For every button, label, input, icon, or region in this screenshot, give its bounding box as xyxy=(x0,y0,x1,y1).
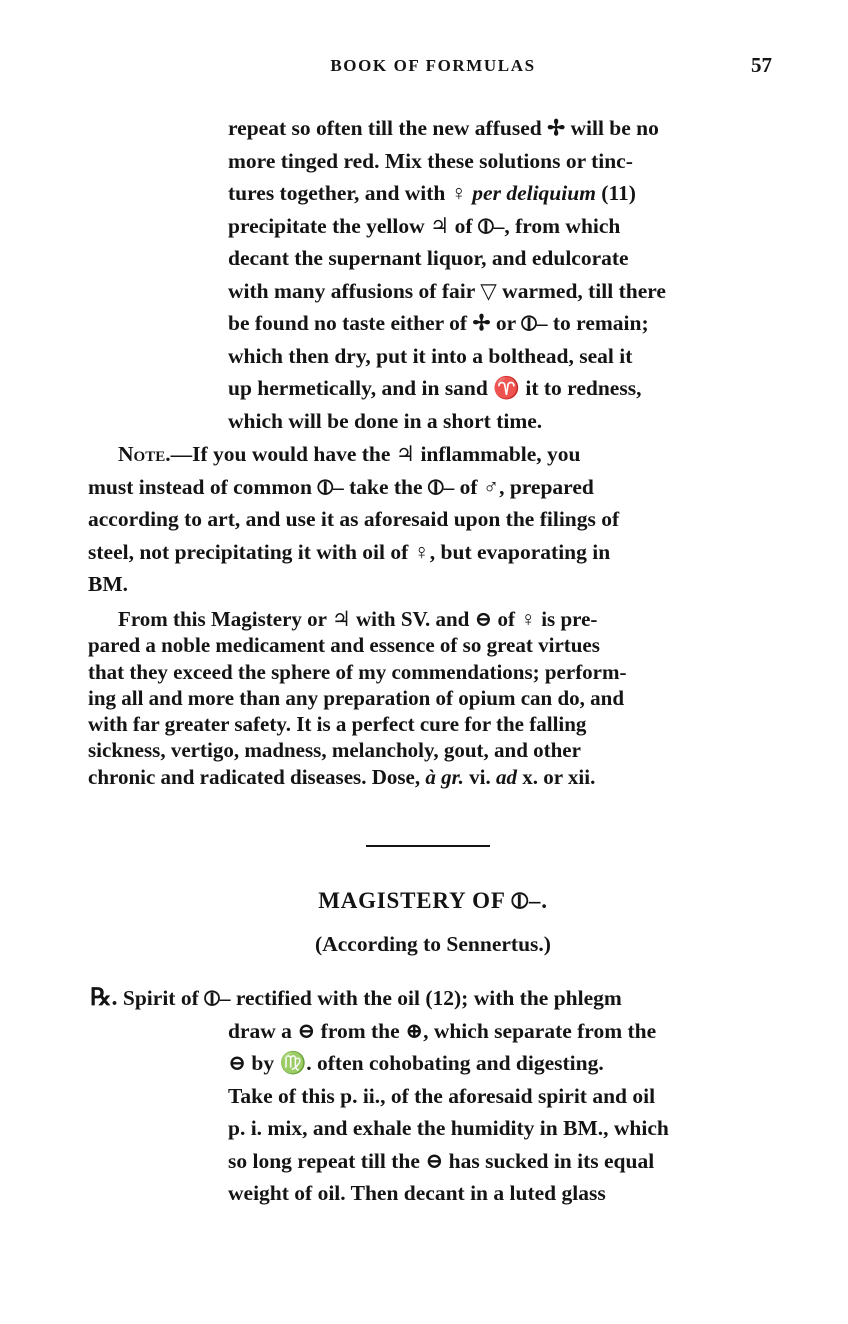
text-line: p. i. mix, and exhale the humidity in BM., which xyxy=(228,1116,669,1140)
virtues-paragraph xyxy=(88,606,776,790)
text-line: with far greater safety. It is a perfect cure for the falling xyxy=(88,712,587,737)
text-line: weight of oil. Then decant in a luted glass xyxy=(228,1181,606,1205)
text: rectified with the oil (12); with the phlegm xyxy=(235,986,622,1010)
text: will be no xyxy=(570,116,659,140)
text: tures together, and with xyxy=(228,181,446,205)
text-line: Take of this p. ii., of the aforesaid spirit and oil xyxy=(228,1083,656,1108)
text: . xyxy=(541,888,548,913)
text: with many affusions of fair xyxy=(228,278,475,303)
virgo-symbol: ♍ xyxy=(279,1051,307,1075)
text: steel, not precipitating it with oil of xyxy=(88,539,409,564)
salt-symbol: ⊖ xyxy=(474,607,493,631)
text: with SV. and xyxy=(355,607,470,631)
text: From this Magistery or xyxy=(118,607,327,631)
italic-text: ad xyxy=(495,764,517,789)
sulphur-symbol: ♃ xyxy=(430,213,450,238)
vitriol-symbol: ⦶– xyxy=(477,213,505,238)
text-line: sickness, vertigo, madness, melancholy, gout, and other xyxy=(88,738,581,763)
text: draw a xyxy=(228,1018,292,1043)
text: MAGISTERY OF xyxy=(318,888,505,913)
recipe-paragraph xyxy=(90,982,778,1210)
text-line: according to art, and use it as aforesaid upon the filings of xyxy=(88,507,620,531)
text: or xyxy=(495,311,516,335)
text: , prepared xyxy=(499,474,594,499)
sulphur-symbol: ♃ xyxy=(331,607,351,631)
running-head: BOOK OF FORMULAS xyxy=(330,56,536,75)
text-line: which will be done in a short time. xyxy=(228,408,543,433)
salt-symbol: ⊖ xyxy=(425,1148,444,1173)
page-number: 57 xyxy=(751,53,772,77)
text-line: ing all and more than any preparation of opium can do, and xyxy=(88,685,624,710)
text: must instead of common xyxy=(88,474,312,499)
text: Spirit of xyxy=(122,986,199,1010)
text: vi. xyxy=(469,764,491,789)
text-line: more tinged red. Mix these solutions or tinc- xyxy=(228,148,633,173)
text: has sucked in its equal xyxy=(448,1148,655,1173)
page-header xyxy=(88,53,778,86)
text: up hermetically, and in sand xyxy=(228,376,488,400)
salt-symbol: ⊖ xyxy=(297,1018,316,1043)
sulphur-symbol: ♃ xyxy=(395,442,416,466)
text: (11) xyxy=(601,181,636,205)
text: take the xyxy=(349,474,423,499)
text-line: which then dry, put it into a bolthead, seal it xyxy=(228,343,633,368)
italic-text: per deliquium xyxy=(472,181,596,205)
text: of xyxy=(454,213,473,238)
text: , which separate from the xyxy=(423,1018,657,1043)
section-title xyxy=(88,888,778,914)
text: warmed, till there xyxy=(502,278,666,303)
salt-of-tartar-symbol: ♀ xyxy=(520,607,536,631)
note-label: Note. xyxy=(118,442,171,466)
text: chronic and radicated diseases. Dose, xyxy=(88,764,421,789)
water-symbol: ▽ xyxy=(480,278,497,303)
paragraph-continued xyxy=(228,112,778,437)
italic-text: à gr. xyxy=(425,764,464,789)
text: from the xyxy=(320,1018,400,1043)
vitriol-symbol: ⦶– xyxy=(511,888,542,913)
text: repeat so often till the new affused xyxy=(228,116,542,140)
text: inflammable, you xyxy=(420,442,581,466)
text: be found no taste either of xyxy=(228,311,468,335)
section-subtitle: (According to Sennertus.) xyxy=(315,932,551,956)
antimony-symbol: ⊕ xyxy=(405,1018,424,1043)
note-paragraph xyxy=(88,438,776,601)
salt-of-tartar-symbol: ♀ xyxy=(450,181,467,205)
salt-symbol: ⊖ xyxy=(228,1051,247,1075)
text-line: BM. xyxy=(88,572,129,596)
text: x. or xii. xyxy=(522,764,596,789)
section-divider xyxy=(366,845,490,847)
text: , but evaporating in xyxy=(429,539,611,564)
text-line: pared a noble medicament and essence of so great virtues xyxy=(88,633,600,658)
text: to remain; xyxy=(552,311,649,335)
vitriol-symbol: ⦶– xyxy=(427,474,455,499)
mars-symbol: ♂ xyxy=(482,474,500,499)
text: precipitate the yellow xyxy=(228,213,425,238)
text: , from which xyxy=(504,213,621,238)
text: of xyxy=(459,474,478,499)
text: is pre- xyxy=(541,607,598,631)
text: —If you would have the xyxy=(170,442,391,466)
recipe-symbol: ℞. xyxy=(90,985,118,1011)
vinegar-symbol: ✢ xyxy=(547,116,566,140)
text-line: decant the supernant liquor, and edulcorate xyxy=(228,246,629,270)
vitriol-symbol: ⦶– xyxy=(317,474,344,499)
vitriol-symbol: ⦶– xyxy=(204,986,231,1010)
salt-of-tartar-symbol: ♀ xyxy=(413,539,430,564)
text: so long repeat till the xyxy=(228,1148,420,1173)
vinegar-symbol: ✢ xyxy=(472,311,491,335)
text: by xyxy=(251,1051,275,1075)
text-line: that they exceed the sphere of my commendations; perform- xyxy=(88,659,627,684)
vitriol-symbol: ⦶– xyxy=(521,311,548,335)
fire-symbol: ♈ xyxy=(493,376,521,400)
text: . often cohobating and digesting. xyxy=(306,1051,604,1075)
text: it to redness, xyxy=(525,376,642,400)
text: of xyxy=(497,607,515,631)
